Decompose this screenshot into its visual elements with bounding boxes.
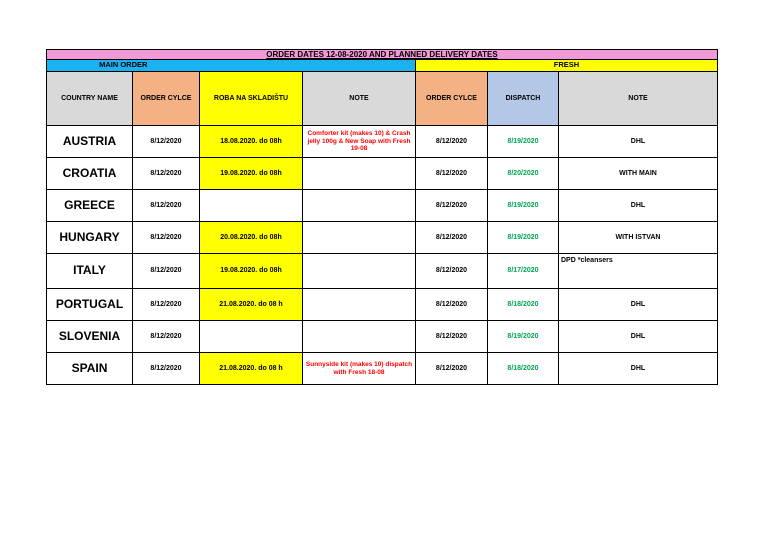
country-cell: SLOVENIA (47, 321, 133, 353)
main-note-cell (303, 158, 416, 190)
dispatch-cell: 8/17/2020 (488, 254, 559, 289)
main-note-cell: Comforter kit (makes 10) & Crash jelly 100g & New Soap with Fresh 19-08 (303, 126, 416, 158)
roba-na-skladistu-cell: 20.08.2020. do 08h (200, 222, 303, 254)
dispatch-cell: 8/19/2020 (488, 190, 559, 222)
table-row (47, 190, 718, 222)
main-order-label: MAIN ORDER (47, 60, 200, 72)
header-dispatch: DISPATCH (488, 72, 559, 126)
table-row (47, 222, 718, 254)
dispatch-cell: 8/19/2020 (488, 126, 559, 158)
dispatch-cell: 8/19/2020 (488, 321, 559, 353)
fresh-order-cycle-cell: 8/12/2020 (416, 254, 488, 289)
fresh-order-cycle-cell: 8/12/2020 (416, 222, 488, 254)
table-row (47, 353, 718, 385)
order-cycle-cell: 8/12/2020 (133, 158, 200, 190)
order-dates-table (46, 49, 718, 385)
order-cycle-cell: 8/12/2020 (133, 353, 200, 385)
roba-na-skladistu-cell: 21.08.2020. do 08 h (200, 289, 303, 321)
header-roba-na-skladistu: ROBA NA SKLADIŠTU (200, 72, 303, 126)
order-dates-sheet (46, 49, 718, 385)
fresh-note-cell: DHL (559, 289, 718, 321)
table-row (47, 158, 718, 190)
fresh-note-cell: DHL (559, 126, 718, 158)
sheet-title: ORDER DATES 12-08-2020 AND PLANNED DELIVERY DATES (47, 50, 718, 60)
header-row (47, 72, 718, 126)
country-cell: GREECE (47, 190, 133, 222)
fresh-label: FRESH (416, 60, 718, 72)
order-cycle-cell: 8/12/2020 (133, 321, 200, 353)
roba-na-skladistu-cell: 21.08.2020. do 08 h (200, 353, 303, 385)
section-band-row (47, 60, 718, 72)
country-cell: CROATIA (47, 158, 133, 190)
fresh-order-cycle-cell: 8/12/2020 (416, 321, 488, 353)
fresh-order-cycle-cell: 8/12/2020 (416, 289, 488, 321)
fresh-note-cell: DHL (559, 190, 718, 222)
main-note-cell: Sunnyside kit (makes 10) dispatch with Fresh 18-08 (303, 353, 416, 385)
roba-na-skladistu-cell: 18.08.2020. do 08h (200, 126, 303, 158)
header-order-cycle-main: ORDER CYLCE (133, 72, 200, 126)
roba-na-skladistu-cell: 19.08.2020. do 08h (200, 158, 303, 190)
fresh-order-cycle-cell: 8/12/2020 (416, 190, 488, 222)
order-cycle-cell: 8/12/2020 (133, 289, 200, 321)
country-cell: ITALY (47, 254, 133, 289)
fresh-note-cell: DHL (559, 321, 718, 353)
country-cell: AUSTRIA (47, 126, 133, 158)
roba-na-skladistu-cell: 19.08.2020. do 08h (200, 254, 303, 289)
header-note-fresh: NOTE (559, 72, 718, 126)
fresh-note-cell: DHL (559, 353, 718, 385)
header-note-main: NOTE (303, 72, 416, 126)
table-row (47, 126, 718, 158)
title-row (47, 50, 718, 60)
table-row (47, 321, 718, 353)
main-note-cell (303, 321, 416, 353)
order-cycle-cell: 8/12/2020 (133, 222, 200, 254)
order-cycle-cell: 8/12/2020 (133, 254, 200, 289)
main-order-band-fill (200, 60, 416, 72)
dispatch-cell: 8/18/2020 (488, 289, 559, 321)
country-cell: HUNGARY (47, 222, 133, 254)
order-cycle-cell: 8/12/2020 (133, 126, 200, 158)
main-note-cell (303, 254, 416, 289)
header-order-cycle-fresh: ORDER CYLCE (416, 72, 488, 126)
fresh-note-cell: DPD *cleansers (559, 254, 718, 289)
country-cell: PORTUGAL (47, 289, 133, 321)
table-row (47, 289, 718, 321)
main-note-cell (303, 289, 416, 321)
fresh-note-cell: WITH ISTVAN (559, 222, 718, 254)
fresh-order-cycle-cell: 8/12/2020 (416, 158, 488, 190)
order-cycle-cell: 8/12/2020 (133, 190, 200, 222)
dispatch-cell: 8/18/2020 (488, 353, 559, 385)
fresh-order-cycle-cell: 8/12/2020 (416, 126, 488, 158)
roba-na-skladistu-cell (200, 190, 303, 222)
fresh-note-cell: WITH MAIN (559, 158, 718, 190)
fresh-order-cycle-cell: 8/12/2020 (416, 353, 488, 385)
roba-na-skladistu-cell (200, 321, 303, 353)
header-country-name: COUNTRY NAME (47, 72, 133, 126)
table-row (47, 254, 718, 289)
main-note-cell (303, 222, 416, 254)
dispatch-cell: 8/19/2020 (488, 222, 559, 254)
main-note-cell (303, 190, 416, 222)
country-cell: SPAIN (47, 353, 133, 385)
dispatch-cell: 8/20/2020 (488, 158, 559, 190)
